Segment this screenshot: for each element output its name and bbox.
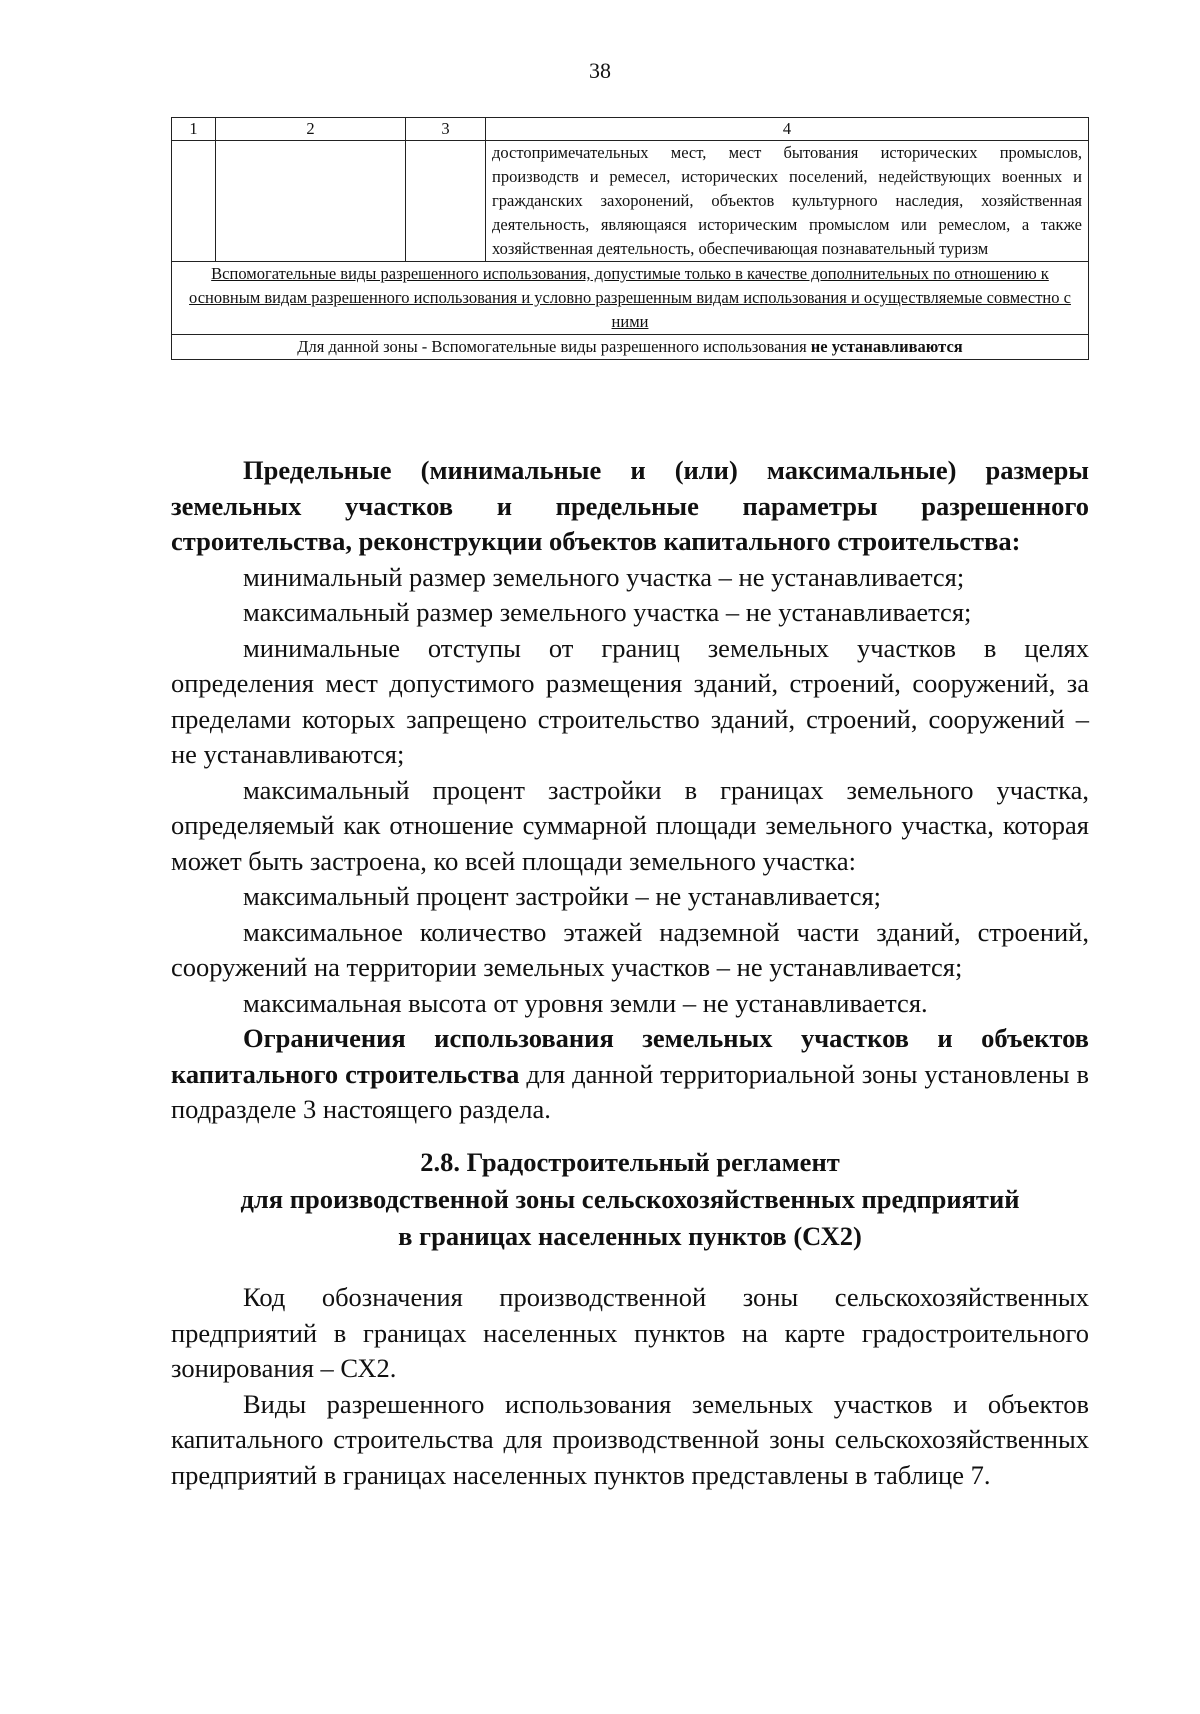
table-row xyxy=(172,335,1089,360)
table-cell xyxy=(216,141,406,262)
table-cell xyxy=(406,141,486,262)
limits-item: максимальный процент застройки – не устанавливается; xyxy=(243,881,882,911)
section-paragraph: Код обозначения производственной зоны сельскохозяйственных предприятий в границах населенных пунктов на карте градостроительного зонирования – СХ2. xyxy=(171,1282,1089,1383)
table-header-cell: 2 xyxy=(216,118,406,141)
section-body xyxy=(171,1280,1089,1493)
section-title-line: в границах населенных пунктов (СХ2) xyxy=(398,1221,862,1251)
aux-use-heading xyxy=(172,262,1089,335)
page-number: 38 xyxy=(589,58,611,83)
limits-item: максимальный размер земельного участка – не устанавливается; xyxy=(243,597,972,627)
table-cell-description: достопримечательных мест, мест бытования исторических промыслов, производств и ремесел, исторических поселений, недействующих военных и гражданских захоронений, объектов культурного наследия, хозяйственная деятельность, являющаяся историческим промыслом или ремеслом, а также хозяйственная деятельность, обеспечивающая познавательный туризм xyxy=(486,141,1089,262)
section-title xyxy=(171,1144,1089,1255)
limits-item: минимальный размер земельного участка – не устанавливается; xyxy=(243,561,965,592)
table-row xyxy=(172,141,1089,262)
table-header-cell: 1 xyxy=(172,118,216,141)
section-title-line: для производственной зоны сельскохозяйственных предприятий xyxy=(240,1184,1020,1214)
section-title-line: 2.8. Градостроительный регламент xyxy=(420,1147,840,1177)
table-header-cell: 4 xyxy=(486,118,1089,141)
limits-block xyxy=(171,453,1089,1128)
table-row xyxy=(172,262,1089,335)
table-cell xyxy=(172,141,216,262)
limits-item: минимальные отступы от границ земельных участков в целях определения мест допустимого размещения зданий, строений, сооружений, за пределами которых запрещено строительство зданий, строений, сооружений – не устанавливаются; xyxy=(171,632,1089,769)
permitted-use-table xyxy=(171,117,1089,360)
limits-item: максимальный процент застройки в границах земельного участка, определяемый как отношение суммарной площади земельного участка, которая может быть застроена, ко всей площади земельного участка: xyxy=(171,774,1089,876)
limits-item: максимальное количество этажей надземной части зданий, строений, сооружений на территории земельных участков – не устанавливается; xyxy=(171,916,1089,982)
zone-note xyxy=(172,335,1089,360)
limits-item: максимальная высота от уровня земли – не устанавливается. xyxy=(243,987,928,1018)
limits-heading: Предельные (минимальные и (или) максимальные) размеры земельных участков и предельные параметры разрешенного строительства, реконструкции объектов капитального строительства: xyxy=(171,455,1089,556)
zone-note-bold: не устанавливаются xyxy=(810,337,963,356)
restrictions-bold: Ограничения использования земельных участков и объектов капитального строительства xyxy=(171,1023,1089,1089)
table-header-cell: 3 xyxy=(406,118,486,141)
section-paragraph: Виды разрешенного использования земельных участков и объектов капитального строительства для производственной зоны сельскохозяйственных предприятий в границах населенных пунктов представлены в таблице 7. xyxy=(171,1388,1089,1490)
zone-note-text: Для данной зоны - Вспомогательные виды разрешенного использования xyxy=(297,337,811,356)
aux-use-heading-text: Вспомогательные виды разрешенного использования, допустимые только в качестве дополнительных по отношению к основным видам разрешенного использования и условно разрешенным видам использования и осуществляемые совместно с ними xyxy=(189,264,1071,331)
restrictions-paragraph xyxy=(171,1021,1089,1128)
restrictions-rest: для данной территориальной зоны установлены в подразделе 3 настоящего раздела. xyxy=(171,1058,1089,1124)
table-header-row xyxy=(172,118,1089,141)
